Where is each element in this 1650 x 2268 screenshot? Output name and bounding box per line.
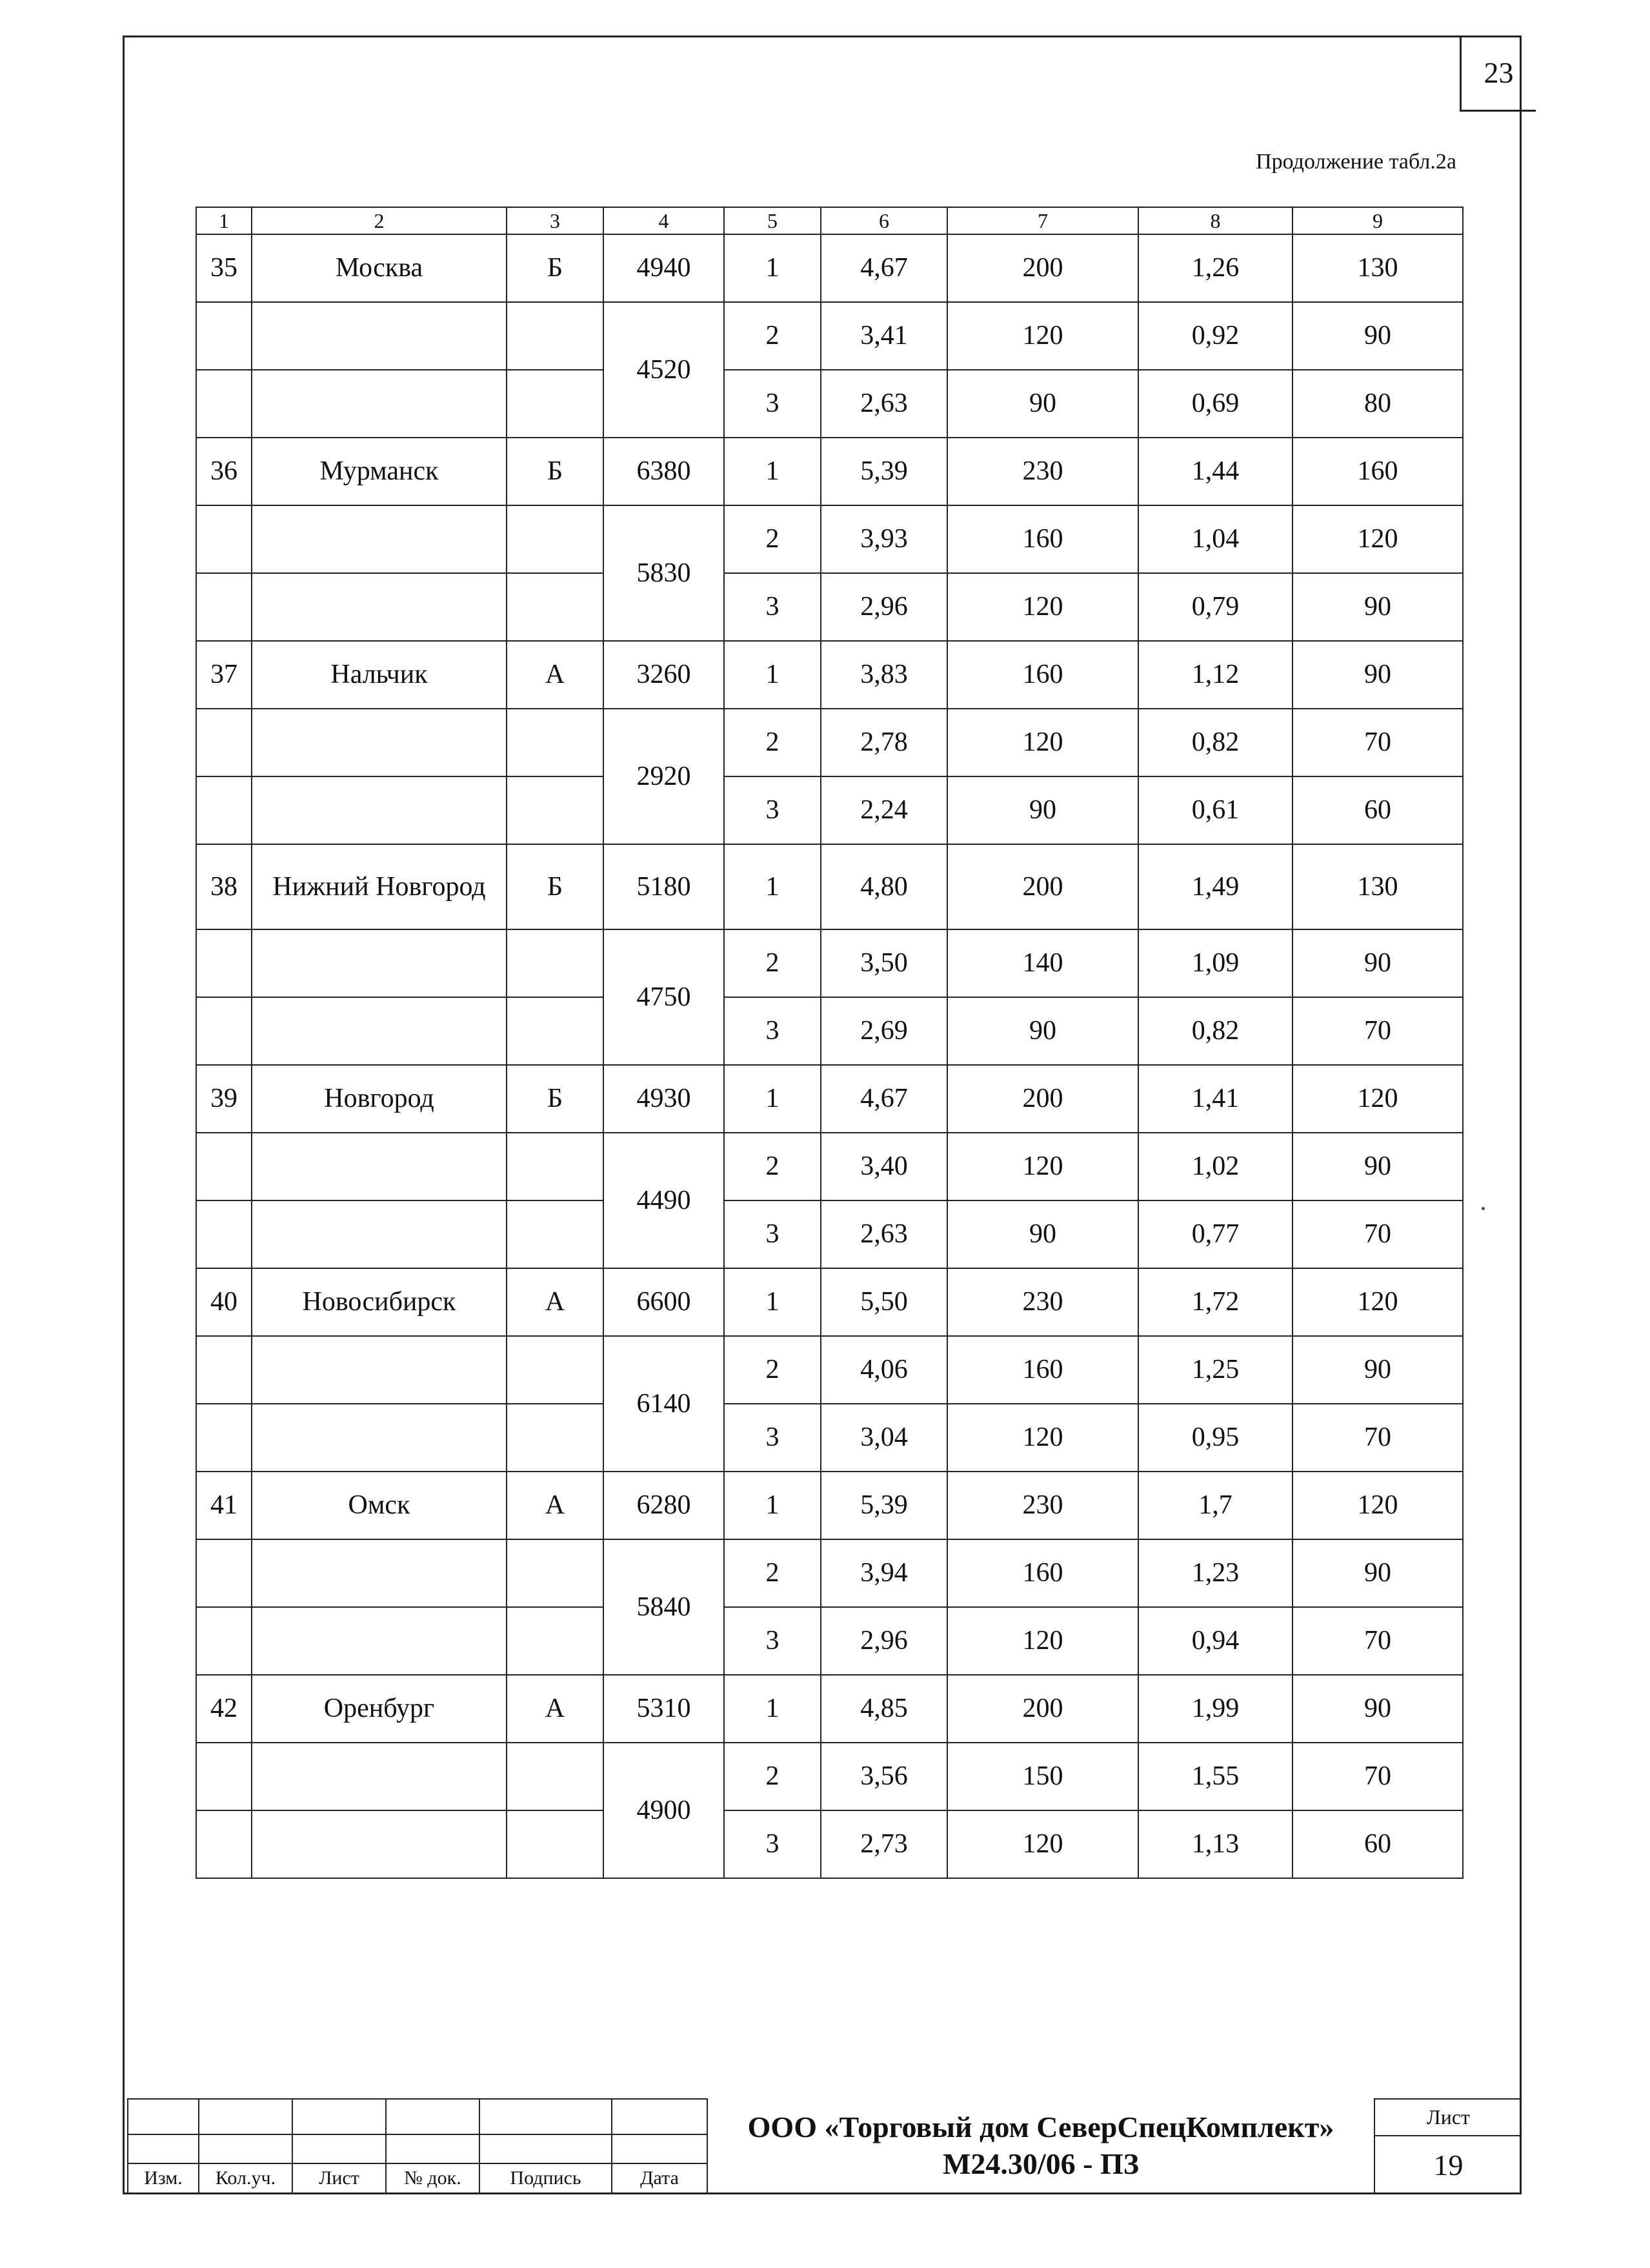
cell-col7: 120 xyxy=(947,1133,1138,1200)
cell-col9: 160 xyxy=(1293,438,1463,505)
cell-col8: 0,61 xyxy=(1138,776,1293,844)
empty-cell xyxy=(507,370,603,438)
cell-col9: 130 xyxy=(1293,234,1463,302)
cell-col7: 230 xyxy=(947,438,1138,505)
city-name: Новосибирск xyxy=(252,1268,507,1336)
empty-cell xyxy=(252,573,507,641)
cell-col9: 70 xyxy=(1293,1404,1463,1472)
empty-cell xyxy=(196,776,252,844)
cell-col5: 1 xyxy=(724,438,821,505)
cell-col5: 3 xyxy=(724,997,821,1065)
cell-col6: 3,93 xyxy=(821,505,947,573)
label-sheet: Лист xyxy=(292,2163,386,2193)
cell-col5: 1 xyxy=(724,1675,821,1743)
cell-col6: 4,80 xyxy=(821,844,947,929)
label-doc-no: № док. xyxy=(386,2163,479,2193)
cell-col8: 1,44 xyxy=(1138,438,1293,505)
empty-cell xyxy=(252,1133,507,1200)
cell-col5: 2 xyxy=(724,1743,821,1810)
cell-col7: 90 xyxy=(947,997,1138,1065)
title-block xyxy=(127,2098,1522,2192)
cell-col8: 1,55 xyxy=(1138,1743,1293,1810)
cell-col7: 230 xyxy=(947,1472,1138,1539)
col-header: 5 xyxy=(724,207,821,234)
organization-block xyxy=(707,2098,1375,2192)
empty-cell xyxy=(196,302,252,370)
cell-col7: 230 xyxy=(947,1268,1138,1336)
value-col4: 3260 xyxy=(603,641,724,709)
empty-cell xyxy=(252,929,507,997)
empty-cell xyxy=(507,505,603,573)
label-signature: Подпись xyxy=(479,2163,612,2193)
table-row xyxy=(196,1268,1463,1336)
value-col4: 6380 xyxy=(603,438,724,505)
cell-col6: 3,04 xyxy=(821,1404,947,1472)
cell-col5: 3 xyxy=(724,776,821,844)
col-header: 4 xyxy=(603,207,724,234)
value-col4-merged: 5840 xyxy=(603,1539,724,1675)
empty-cell xyxy=(507,1810,603,1878)
cell-col5: 3 xyxy=(724,573,821,641)
cell-col7: 120 xyxy=(947,302,1138,370)
table-row xyxy=(196,1539,1463,1607)
cell-col6: 5,39 xyxy=(821,1472,947,1539)
table-row xyxy=(196,1743,1463,1810)
cell-col5: 3 xyxy=(724,370,821,438)
cell-col5: 2 xyxy=(724,505,821,573)
cell-col8: 1,72 xyxy=(1138,1268,1293,1336)
sheet-label: Лист xyxy=(1375,2100,1522,2136)
col-header: 9 xyxy=(1293,207,1463,234)
empty-cell xyxy=(507,709,603,776)
empty-cell xyxy=(196,709,252,776)
cell-col7: 120 xyxy=(947,709,1138,776)
cell-col6: 3,56 xyxy=(821,1743,947,1810)
empty-cell xyxy=(252,1404,507,1472)
cell-col5: 3 xyxy=(724,1810,821,1878)
sheet-box xyxy=(1375,2098,1522,2192)
page-number: 23 xyxy=(1460,35,1536,112)
category: Б xyxy=(507,1065,603,1133)
empty-cell xyxy=(252,776,507,844)
cell-col8: 1,7 xyxy=(1138,1472,1293,1539)
cell-col9: 120 xyxy=(1293,1472,1463,1539)
empty-cell xyxy=(196,370,252,438)
cell-col7: 120 xyxy=(947,1810,1138,1878)
document-code: М24.30/06 - ПЗ xyxy=(942,2147,1140,2180)
cell-col8: 0,94 xyxy=(1138,1607,1293,1675)
cell-col5: 2 xyxy=(724,709,821,776)
cell-col5: 1 xyxy=(724,234,821,302)
cell-col6: 2,96 xyxy=(821,573,947,641)
cell-col6: 2,63 xyxy=(821,1200,947,1268)
cell-col9: 90 xyxy=(1293,1675,1463,1743)
value-col4-merged: 4900 xyxy=(603,1743,724,1878)
cell-col9: 70 xyxy=(1293,1200,1463,1268)
empty-cell xyxy=(252,997,507,1065)
empty-cell xyxy=(196,929,252,997)
col-header: 6 xyxy=(821,207,947,234)
cell-col8: 1,13 xyxy=(1138,1810,1293,1878)
cell-col8: 1,09 xyxy=(1138,929,1293,997)
cell-col6: 2,73 xyxy=(821,1810,947,1878)
cell-col9: 90 xyxy=(1293,1336,1463,1404)
cell-col6: 2,63 xyxy=(821,370,947,438)
empty-cell xyxy=(252,505,507,573)
value-col4-merged: 4520 xyxy=(603,302,724,438)
cell-col6: 4,06 xyxy=(821,1336,947,1404)
value-col4: 6600 xyxy=(603,1268,724,1336)
table-row xyxy=(196,997,1463,1065)
table-row xyxy=(196,234,1463,302)
label-change: Изм. xyxy=(128,2163,199,2193)
label-date: Дата xyxy=(612,2163,707,2193)
row-number: 42 xyxy=(196,1675,252,1743)
table-row xyxy=(196,438,1463,505)
cell-col5: 3 xyxy=(724,1200,821,1268)
value-col4: 6280 xyxy=(603,1472,724,1539)
cell-col6: 4,67 xyxy=(821,234,947,302)
cell-col8: 1,41 xyxy=(1138,1065,1293,1133)
cell-col7: 120 xyxy=(947,1404,1138,1472)
empty-cell xyxy=(507,1133,603,1200)
category: А xyxy=(507,1472,603,1539)
cell-col6: 3,41 xyxy=(821,302,947,370)
city-name: Нижний Новгород xyxy=(252,844,507,929)
table-row xyxy=(196,1065,1463,1133)
table-row xyxy=(196,1675,1463,1743)
cell-col5: 3 xyxy=(724,1404,821,1472)
empty-cell xyxy=(507,776,603,844)
cell-col7: 120 xyxy=(947,573,1138,641)
row-number: 38 xyxy=(196,844,252,929)
cell-col9: 120 xyxy=(1293,1268,1463,1336)
cell-col5: 1 xyxy=(724,844,821,929)
data-table xyxy=(196,207,1464,1879)
value-col4-merged: 6140 xyxy=(603,1336,724,1472)
empty-cell xyxy=(196,573,252,641)
category: А xyxy=(507,1675,603,1743)
organization-name: ООО «Торговый дом СеверСпецКомплект» xyxy=(747,2110,1334,2143)
value-col4-merged: 4750 xyxy=(603,929,724,1065)
cell-col8: 0,92 xyxy=(1138,302,1293,370)
table-row xyxy=(196,1200,1463,1268)
table-row xyxy=(196,1404,1463,1472)
cell-col8: 1,04 xyxy=(1138,505,1293,573)
cell-col8: 0,95 xyxy=(1138,1404,1293,1472)
continuation-label: Продолжение табл.2а xyxy=(1256,150,1456,174)
city-name: Новгород xyxy=(252,1065,507,1133)
cell-col7: 150 xyxy=(947,1743,1138,1810)
cell-col7: 90 xyxy=(947,1200,1138,1268)
cell-col5: 2 xyxy=(724,1336,821,1404)
empty-cell xyxy=(252,302,507,370)
cell-col5: 2 xyxy=(724,929,821,997)
empty-cell xyxy=(252,709,507,776)
column-number-row xyxy=(196,207,1463,234)
cell-col6: 2,78 xyxy=(821,709,947,776)
revision-table xyxy=(127,2098,708,2194)
table-row xyxy=(196,370,1463,438)
table-row xyxy=(196,1607,1463,1675)
row-number: 39 xyxy=(196,1065,252,1133)
table-row xyxy=(196,1810,1463,1878)
category: Б xyxy=(507,844,603,929)
empty-cell xyxy=(507,997,603,1065)
table-row xyxy=(196,1472,1463,1539)
cell-col9: 80 xyxy=(1293,370,1463,438)
value-col4: 4940 xyxy=(603,234,724,302)
row-number: 37 xyxy=(196,641,252,709)
cell-col7: 200 xyxy=(947,1675,1138,1743)
cell-col7: 90 xyxy=(947,776,1138,844)
city-name: Нальчик xyxy=(252,641,507,709)
empty-cell xyxy=(196,1200,252,1268)
empty-cell xyxy=(252,1539,507,1607)
cell-col7: 160 xyxy=(947,1539,1138,1607)
empty-cell xyxy=(507,929,603,997)
table-row xyxy=(196,505,1463,573)
cell-col6: 3,50 xyxy=(821,929,947,997)
cell-col8: 0,77 xyxy=(1138,1200,1293,1268)
city-name: Мурманск xyxy=(252,438,507,505)
empty-cell xyxy=(507,302,603,370)
city-name: Омск xyxy=(252,1472,507,1539)
empty-cell xyxy=(252,1810,507,1878)
cell-col6: 2,69 xyxy=(821,997,947,1065)
category: Б xyxy=(507,438,603,505)
cell-col8: 1,12 xyxy=(1138,641,1293,709)
value-col4-merged: 2920 xyxy=(603,709,724,844)
cell-col7: 160 xyxy=(947,1336,1138,1404)
cell-col5: 1 xyxy=(724,1065,821,1133)
cell-col7: 200 xyxy=(947,1065,1138,1133)
empty-cell xyxy=(507,1404,603,1472)
col-header: 8 xyxy=(1138,207,1293,234)
table-row xyxy=(196,776,1463,844)
cell-col6: 3,40 xyxy=(821,1133,947,1200)
cell-col7: 200 xyxy=(947,844,1138,929)
cell-col8: 1,49 xyxy=(1138,844,1293,929)
empty-cell xyxy=(507,1539,603,1607)
col-header: 2 xyxy=(252,207,507,234)
row-number: 36 xyxy=(196,438,252,505)
cell-col6: 5,39 xyxy=(821,438,947,505)
sheet-number: 19 xyxy=(1433,2148,1464,2182)
empty-cell xyxy=(196,1539,252,1607)
cell-col6: 5,50 xyxy=(821,1268,947,1336)
value-col4: 5310 xyxy=(603,1675,724,1743)
cell-col8: 0,69 xyxy=(1138,370,1293,438)
cell-col9: 90 xyxy=(1293,641,1463,709)
table-row xyxy=(196,641,1463,709)
col-header: 3 xyxy=(507,207,603,234)
cell-col7: 90 xyxy=(947,370,1138,438)
cell-col5: 3 xyxy=(724,1607,821,1675)
cell-col8: 1,23 xyxy=(1138,1539,1293,1607)
category: А xyxy=(507,1268,603,1336)
cell-col7: 160 xyxy=(947,505,1138,573)
empty-cell xyxy=(196,505,252,573)
cell-col8: 0,82 xyxy=(1138,709,1293,776)
cell-col9: 60 xyxy=(1293,1810,1463,1878)
cell-col9: 90 xyxy=(1293,1133,1463,1200)
table-row xyxy=(196,1336,1463,1404)
table-row xyxy=(196,573,1463,641)
empty-cell xyxy=(252,1607,507,1675)
value-col4-merged: 4490 xyxy=(603,1133,724,1268)
empty-cell xyxy=(507,1336,603,1404)
cell-col9: 90 xyxy=(1293,929,1463,997)
scan-speck xyxy=(1482,1207,1485,1210)
cell-col6: 3,83 xyxy=(821,641,947,709)
cell-col9: 70 xyxy=(1293,997,1463,1065)
cell-col5: 2 xyxy=(724,1133,821,1200)
cell-col9: 70 xyxy=(1293,709,1463,776)
empty-cell xyxy=(252,370,507,438)
cell-col8: 0,79 xyxy=(1138,573,1293,641)
cell-col7: 140 xyxy=(947,929,1138,997)
city-name: Оренбург xyxy=(252,1675,507,1743)
category: А xyxy=(507,641,603,709)
empty-cell xyxy=(507,1607,603,1675)
category: Б xyxy=(507,234,603,302)
cell-col9: 70 xyxy=(1293,1607,1463,1675)
cell-col9: 90 xyxy=(1293,573,1463,641)
cell-col9: 120 xyxy=(1293,505,1463,573)
table-row xyxy=(196,1133,1463,1200)
cell-col6: 4,67 xyxy=(821,1065,947,1133)
value-col4-merged: 5830 xyxy=(603,505,724,641)
empty-cell xyxy=(507,573,603,641)
cell-col5: 2 xyxy=(724,1539,821,1607)
empty-cell xyxy=(252,1336,507,1404)
cell-col8: 0,82 xyxy=(1138,997,1293,1065)
cell-col8: 1,99 xyxy=(1138,1675,1293,1743)
col-header: 7 xyxy=(947,207,1138,234)
cell-col6: 4,85 xyxy=(821,1675,947,1743)
row-number: 40 xyxy=(196,1268,252,1336)
empty-cell xyxy=(252,1200,507,1268)
cell-col8: 1,25 xyxy=(1138,1336,1293,1404)
empty-cell xyxy=(196,1810,252,1878)
table-row xyxy=(196,709,1463,776)
empty-cell xyxy=(507,1200,603,1268)
cell-col9: 130 xyxy=(1293,844,1463,929)
cell-col6: 2,24 xyxy=(821,776,947,844)
label-count: Кол.уч. xyxy=(199,2163,292,2193)
city-name: Москва xyxy=(252,234,507,302)
table-row xyxy=(196,929,1463,997)
empty-cell xyxy=(196,1404,252,1472)
empty-cell xyxy=(196,997,252,1065)
cell-col6: 2,96 xyxy=(821,1607,947,1675)
cell-col6: 3,94 xyxy=(821,1539,947,1607)
row-number: 35 xyxy=(196,234,252,302)
cell-col9: 120 xyxy=(1293,1065,1463,1133)
cell-col5: 1 xyxy=(724,1472,821,1539)
empty-cell xyxy=(252,1743,507,1810)
cell-col5: 1 xyxy=(724,1268,821,1336)
cell-col7: 200 xyxy=(947,234,1138,302)
value-col4: 5180 xyxy=(603,844,724,929)
cell-col8: 1,02 xyxy=(1138,1133,1293,1200)
value-col4: 4930 xyxy=(603,1065,724,1133)
col-header: 1 xyxy=(196,207,252,234)
cell-col5: 1 xyxy=(724,641,821,709)
cell-col7: 160 xyxy=(947,641,1138,709)
cell-col9: 90 xyxy=(1293,302,1463,370)
cell-col9: 70 xyxy=(1293,1743,1463,1810)
empty-cell xyxy=(196,1743,252,1810)
cell-col9: 60 xyxy=(1293,776,1463,844)
cell-col5: 2 xyxy=(724,302,821,370)
empty-cell xyxy=(196,1336,252,1404)
cell-col9: 90 xyxy=(1293,1539,1463,1607)
empty-cell xyxy=(196,1133,252,1200)
table-row xyxy=(196,844,1463,929)
cell-col8: 1,26 xyxy=(1138,234,1293,302)
cell-col7: 120 xyxy=(947,1607,1138,1675)
table-row xyxy=(196,302,1463,370)
row-number: 41 xyxy=(196,1472,252,1539)
empty-cell xyxy=(507,1743,603,1810)
empty-cell xyxy=(196,1607,252,1675)
